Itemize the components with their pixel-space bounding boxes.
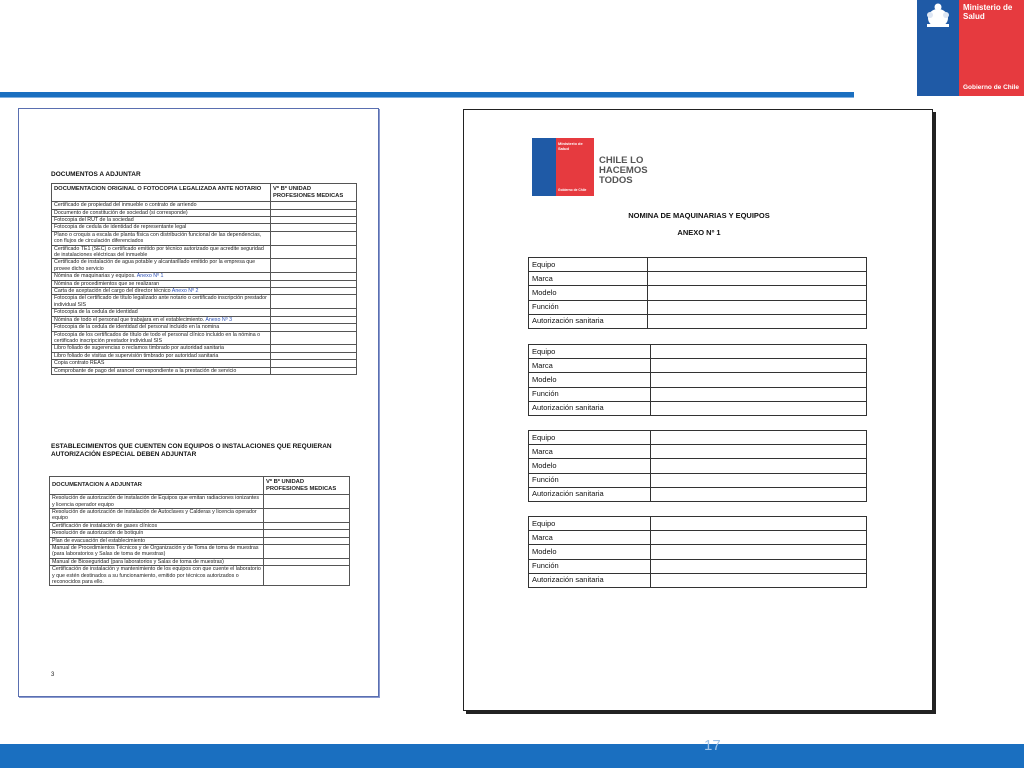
document-requirement-text: Fotocopia de la cedula de identidad	[54, 309, 138, 316]
footer-bar	[0, 744, 1024, 768]
documents-table-row	[52, 367, 357, 374]
equipment-field-value[interactable]	[648, 286, 867, 300]
equipment-field-value[interactable]	[651, 473, 867, 487]
document-requirement-text: Fotocopia del RUT de la sociedad	[54, 217, 134, 223]
special-table-check-cell	[264, 522, 350, 529]
equipment-field-row	[529, 314, 867, 328]
documents-table-row	[52, 231, 357, 245]
equipment-field-label: Autorización sanitaria	[529, 401, 651, 415]
document-checklist	[18, 108, 379, 697]
special-table-row	[50, 537, 350, 544]
special-table-check-cell	[264, 509, 350, 523]
document-requirement-text: Plano o croquis a escala de planta física con distribución funcional de las dependencias, con flujos de circulación diferenciados	[54, 231, 262, 245]
documents-table-item	[52, 367, 271, 374]
equipment-field-value[interactable]	[651, 345, 867, 359]
document-requirement-text: Nómina de maquinarias y equipos.	[54, 273, 136, 280]
equipment-field-value[interactable]	[651, 373, 867, 387]
document-requirement-text: Documento de constitución de sociedad (si corresponde)	[54, 209, 188, 216]
equipment-field-row	[529, 487, 867, 501]
equipment-field-row	[529, 473, 867, 487]
special-table-check-cell	[264, 495, 350, 509]
documents-table-check-cell	[271, 309, 357, 316]
equipment-field-label: Modelo	[529, 545, 651, 559]
documents-table-check-cell	[271, 295, 357, 309]
special-table-row	[50, 509, 350, 523]
documents-table-item	[52, 331, 271, 345]
special-table-item: Certificación de instalación y mantenimiento de los equipos con que cuente el laboratorio y que estén destinados a su funcionamiento, emitido por técnicos autorizados o reconocidos para ello.	[50, 566, 264, 586]
documents-table	[51, 183, 357, 375]
equipment-field-label: Autorización sanitaria	[529, 314, 648, 328]
equipment-field-value[interactable]	[651, 545, 867, 559]
equipment-field-value[interactable]	[648, 314, 867, 328]
equipment-field-value[interactable]	[648, 272, 867, 286]
documents-table-item	[52, 288, 271, 295]
section-title-special-authorization: ESTABLECIMIENTOS QUE CUENTEN CON EQUIPOS O INSTALACIONES QUE REQUIERAN AUTORIZACIÓN ESPECIAL DEBEN ADJUNTAR	[51, 443, 332, 458]
document-requirement-text: Fotocopia del certificado de título legalizado ante notario o certificado inscripción prestador individual SIS	[54, 295, 267, 308]
documents-table-row	[52, 324, 357, 331]
documents-table-row	[52, 217, 357, 224]
equipment-field-value[interactable]	[651, 401, 867, 415]
equipment-block	[528, 516, 867, 588]
annex-link[interactable]: Anexo Nº 1	[136, 273, 164, 280]
equipment-field-row	[529, 445, 867, 459]
special-table-item: Manual de Bioseguridad (para laboratorios y Salas de toma de muestras)	[50, 558, 264, 565]
equipment-field-row	[529, 373, 867, 387]
documents-table-check-cell	[271, 280, 357, 287]
documents-table-item	[52, 280, 271, 287]
equipment-field-label: Modelo	[529, 459, 651, 473]
equipment-field-value[interactable]	[651, 573, 867, 587]
documents-table-row	[52, 273, 357, 280]
coat-of-arms-icon	[921, 2, 955, 30]
special-table-row	[50, 495, 350, 509]
special-table-header-col2: Vº Bº UNIDAD PROFESIONES MEDICAS	[264, 477, 350, 495]
equipment-field-label: Función	[529, 559, 651, 573]
document-requirement-text: Certificado de propiedad del inmueble o contrato de arriendo	[54, 202, 197, 209]
special-table-row	[50, 545, 350, 559]
documents-table-row	[52, 360, 357, 367]
document-requirement-text: Fotocopia de cedula de identidad de representante legal	[54, 224, 187, 231]
equipment-field-label: Marca	[529, 272, 648, 286]
equipment-field-label: Función	[529, 387, 651, 401]
logo-blue-panel	[917, 0, 959, 96]
documents-table-item	[52, 259, 271, 273]
documents-table-item	[52, 360, 271, 367]
equipment-field-label: Marca	[529, 445, 651, 459]
special-table-row	[50, 558, 350, 565]
documents-table-check-cell	[271, 288, 357, 295]
documents-table-check-cell	[271, 273, 357, 280]
special-table-row	[50, 530, 350, 537]
equipment-field-label: Modelo	[529, 286, 648, 300]
documents-table-row	[52, 345, 357, 352]
documents-table-check-cell	[271, 217, 357, 224]
equipment-field-row	[529, 359, 867, 373]
annex-logo-ministry-text: Ministerio de Salud	[558, 141, 583, 151]
equipment-field-row	[529, 286, 867, 300]
special-table-check-cell	[264, 566, 350, 586]
equipment-field-row	[529, 401, 867, 415]
equipment-field-value[interactable]	[651, 517, 867, 531]
document-requirement-text: Certificado TE1 (SEC) o certificado emitido por técnico autorizado que acredite seguridad de instalaciones eléctricas del inmueble	[54, 245, 264, 259]
equipment-field-row	[529, 459, 867, 473]
document-requirement-text: Carta de aceptación del cargo del director técnico	[54, 288, 171, 295]
equipment-field-value[interactable]	[651, 431, 867, 445]
equipment-field-label: Función	[529, 300, 648, 314]
special-table-item: Plan de evacuación del establecimiento	[50, 537, 264, 544]
documents-table-row	[52, 352, 357, 359]
documents-table-check-cell	[271, 259, 357, 273]
slogan: CHILE LO HACEMOS TODOS	[599, 155, 648, 186]
equipment-field-label: Equipo	[529, 517, 651, 531]
page-footnote: 3	[51, 672, 55, 678]
equipment-field-label: Función	[529, 473, 651, 487]
equipment-field-row	[529, 573, 867, 587]
header-rule	[0, 92, 854, 98]
special-table-check-cell	[264, 530, 350, 537]
documents-table-check-cell	[271, 202, 357, 209]
equipment-field-value[interactable]	[651, 559, 867, 573]
documents-table-check-cell	[271, 231, 357, 245]
annex-logo-red-panel	[556, 138, 594, 196]
document-requirement-text: Libro foliado de sugerencias o reclamos timbrado por autoridad sanitaria	[54, 345, 224, 352]
documents-table-row	[52, 331, 357, 345]
equipment-field-label: Modelo	[529, 373, 651, 387]
equipment-field-row	[529, 431, 867, 445]
documents-table-check-cell	[271, 209, 357, 216]
special-table-header-col1: DOCUMENTACION A ADJUNTAR	[50, 477, 264, 495]
documents-table-item	[52, 224, 271, 231]
annex-link[interactable]: Anexo Nº 3	[205, 316, 233, 323]
equipment-field-label: Autorización sanitaria	[529, 573, 651, 587]
special-documents-table	[49, 476, 350, 586]
logo-government-text: Gobierno de Chile	[963, 84, 1019, 91]
document-requirement-text: Libro foliado de visitas de supervisión timbrado por autoridad sanitaria	[54, 352, 219, 359]
equipment-field-label: Equipo	[529, 431, 651, 445]
documents-table-row	[52, 316, 357, 323]
equipment-field-row	[529, 517, 867, 531]
document-requirement-text: Fotocopia de la cedula de identidad del personal incluido en la nomina	[54, 324, 220, 331]
documents-table-item	[52, 231, 271, 245]
documents-table-check-cell	[271, 367, 357, 374]
special-table-item: Resolución de autorización de botiquín	[50, 530, 264, 537]
equipment-block	[528, 257, 867, 329]
annex-logo-government-text: Gobierno de Chile	[558, 188, 587, 192]
documents-table-header-col1: DOCUMENTACION ORIGINAL O FOTOCOPIA LEGALIZADA ANTE NOTARIO	[52, 184, 271, 202]
equipment-field-value[interactable]	[648, 258, 867, 272]
document-requirement-text: Comprobante de pago del arancel correspondiente a la prestación de servicio	[54, 367, 237, 374]
logo-red-panel	[959, 0, 1024, 96]
equipment-field-value[interactable]	[651, 445, 867, 459]
equipment-field-row	[529, 387, 867, 401]
annex-subtitle: ANEXO Nº 1	[677, 228, 721, 237]
document-requirement-text: Fotocopia de los certificados de título de todo el personal clínico incluido en la nómina o certificado inscripción prestador individual SIS	[54, 331, 261, 344]
equipment-field-label: Marca	[529, 359, 651, 373]
documents-table-item	[52, 352, 271, 359]
equipment-block	[528, 344, 867, 416]
documents-table-item	[52, 324, 271, 331]
documents-table-header-col2: Vº Bº UNIDAD PROFESIONES MEDICAS	[271, 184, 357, 202]
equipment-field-value[interactable]	[651, 531, 867, 545]
equipment-field-label: Marca	[529, 531, 651, 545]
documents-table-row	[52, 309, 357, 316]
documents-table-row	[52, 209, 357, 216]
annex-form	[463, 109, 933, 711]
document-requirement-text: Copia contrato REAS	[54, 360, 105, 367]
documents-table-check-cell	[271, 224, 357, 231]
documents-table-check-cell	[271, 352, 357, 359]
documents-table-item	[52, 217, 271, 224]
special-table-check-cell	[264, 558, 350, 565]
special-table-check-cell	[264, 537, 350, 544]
ministry-logo	[917, 0, 1024, 96]
documents-table-check-cell	[271, 360, 357, 367]
equipment-field-value[interactable]	[648, 300, 867, 314]
documents-table-item	[52, 316, 271, 323]
documents-table-item	[52, 295, 271, 309]
documents-table-item	[52, 209, 271, 216]
equipment-field-label: Equipo	[529, 345, 651, 359]
special-table-item: Resolución de autorización de instalación de Autoclaves y Calderas y licencia operador equipo	[50, 509, 264, 523]
documents-table-item	[52, 345, 271, 352]
documents-table-row	[52, 224, 357, 231]
documents-table-check-cell	[271, 316, 357, 323]
documents-table-item	[52, 245, 271, 259]
special-table-row	[50, 566, 350, 586]
special-table-item: Resolución de autorización de instalación de Equipos que emitan radiaciones ionizantes y licencia operador equipo	[50, 495, 264, 509]
equipment-field-row	[529, 258, 867, 272]
documents-table-row	[52, 295, 357, 309]
equipment-field-row	[529, 345, 867, 359]
documents-table-check-cell	[271, 324, 357, 331]
equipment-field-row	[529, 545, 867, 559]
document-requirement-text: Certificado de instalación de agua potable y alcantarillado emitido por la empresa que provee dicho servicio	[54, 259, 256, 272]
equipment-field-row	[529, 272, 867, 286]
special-table-row	[50, 522, 350, 529]
documents-table-row	[52, 202, 357, 209]
annex-title: NOMINA DE MAQUINARIAS Y EQUIPOS	[628, 211, 770, 220]
special-table-item: Manual de Procedimientos Técnicos y de Organización y de Toma de toma de muestras (para laboratorios y Salas de toma de muestras)	[50, 545, 264, 559]
page-number: 17	[704, 737, 721, 754]
equipment-block	[528, 430, 867, 502]
annex-ministry-logo	[532, 138, 594, 196]
equipment-field-value[interactable]	[651, 387, 867, 401]
equipment-field-row	[529, 300, 867, 314]
documents-table-item	[52, 309, 271, 316]
documents-table-row	[52, 288, 357, 295]
documents-table-row	[52, 245, 357, 259]
equipment-field-row	[529, 559, 867, 573]
documents-table-check-cell	[271, 345, 357, 352]
documents-table-item	[52, 202, 271, 209]
special-table-item: Certificación de instalación de gases clínicos	[50, 522, 264, 529]
equipment-field-value[interactable]	[651, 459, 867, 473]
documents-table-check-cell	[271, 331, 357, 345]
documents-table-item	[52, 273, 271, 280]
logo-ministry-text: Ministerio de Salud	[963, 3, 1013, 21]
documents-table-row	[52, 280, 357, 287]
equipment-field-row	[529, 531, 867, 545]
annex-logo-blue-panel	[532, 138, 556, 196]
document-requirement-text: Nómina de todo el personal que trabajara en el establecimiento.	[54, 316, 205, 323]
equipment-field-label: Equipo	[529, 258, 648, 272]
equipment-field-value[interactable]	[651, 359, 867, 373]
section-title-documents: DOCUMENTOS A ADJUNTAR	[51, 171, 141, 178]
special-table-check-cell	[264, 545, 350, 559]
annex-link[interactable]: Anexo Nº 2	[171, 288, 199, 295]
equipment-field-value[interactable]	[651, 487, 867, 501]
documents-table-row	[52, 259, 357, 273]
documents-table-check-cell	[271, 245, 357, 259]
document-requirement-text: Nómina de procedimientos que se realizaran	[54, 280, 160, 287]
equipment-field-label: Autorización sanitaria	[529, 487, 651, 501]
